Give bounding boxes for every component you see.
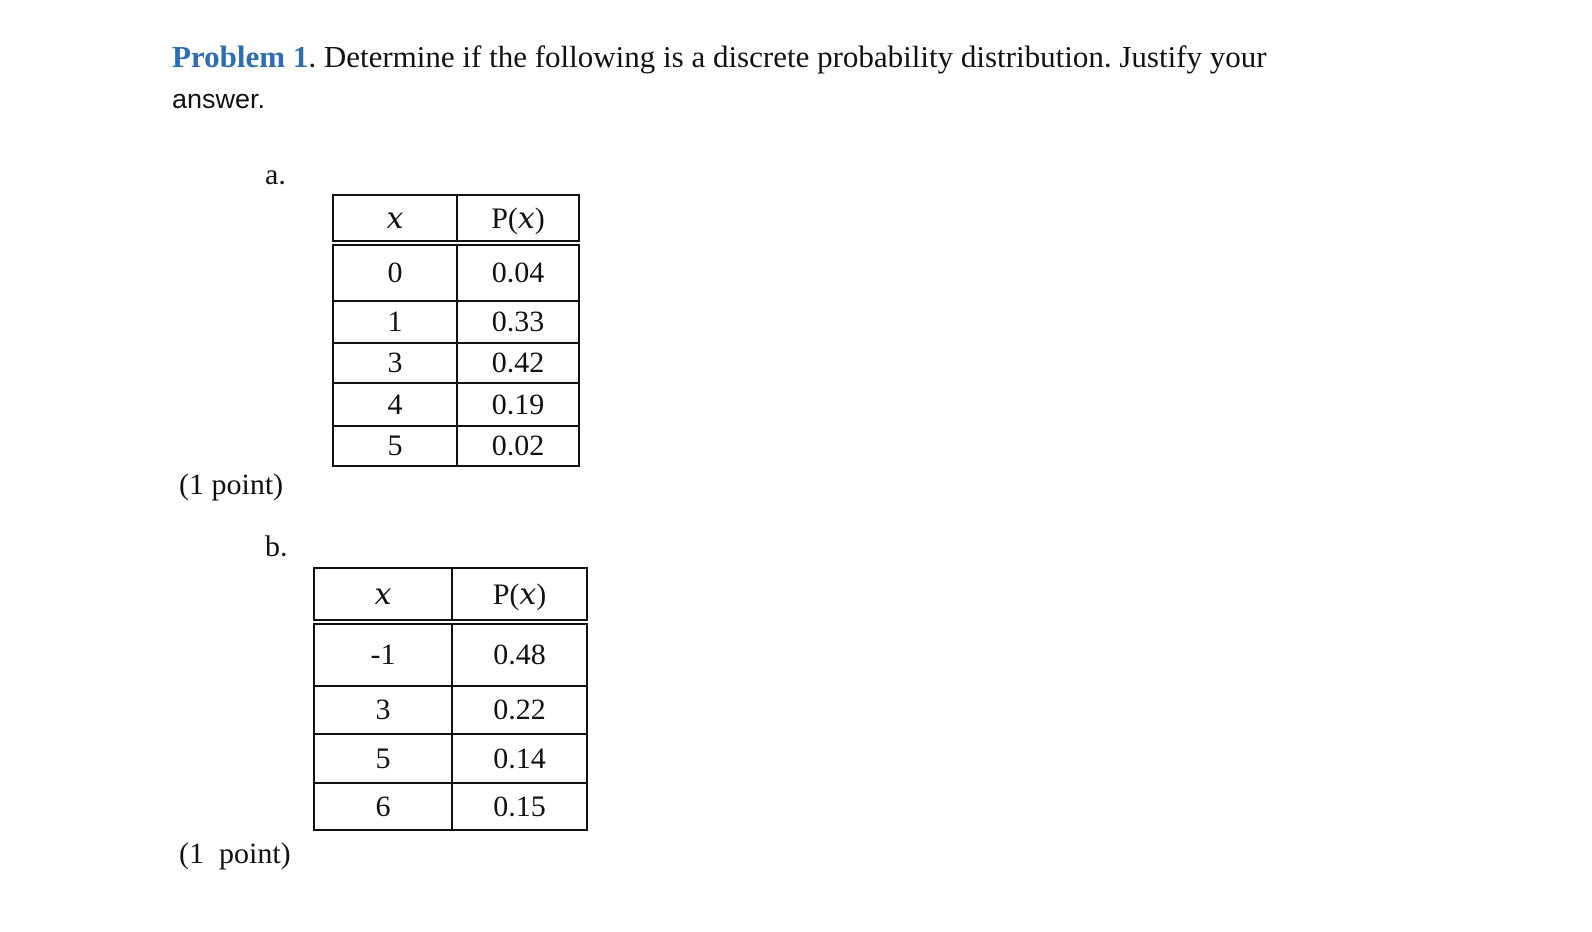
part-a-x-cell: 3 bbox=[333, 343, 457, 383]
part-b-p-cell: 0.22 bbox=[452, 686, 587, 734]
table-row bbox=[333, 301, 579, 343]
part-a-table bbox=[332, 194, 580, 467]
table-row bbox=[333, 426, 579, 466]
table-row bbox=[314, 686, 587, 734]
table-row bbox=[333, 343, 579, 383]
part-b-x-cell: 3 bbox=[314, 686, 452, 734]
part-a-x-cell: 1 bbox=[333, 301, 457, 343]
part-b-p-cell: 0.14 bbox=[452, 734, 587, 783]
part-a-header-x: x bbox=[333, 195, 457, 243]
part-a-x-cell: 4 bbox=[333, 383, 457, 426]
part-a-p-cell: 0.33 bbox=[457, 301, 579, 343]
problem-heading bbox=[172, 36, 1372, 120]
table-row bbox=[333, 383, 579, 426]
part-a-p-cell: 0.19 bbox=[457, 383, 579, 426]
problem-text: . Determine if the following is a discrete probability distribution. Justify your bbox=[308, 39, 1267, 74]
part-b-label: b. bbox=[265, 530, 288, 563]
part-b-p-cell: 0.48 bbox=[452, 622, 587, 686]
part-a-header-px: P(x) bbox=[457, 195, 579, 243]
table-row bbox=[333, 243, 579, 301]
part-b-table bbox=[313, 567, 588, 831]
part-b-header-x: x bbox=[314, 568, 452, 622]
part-a-points: (1 point) bbox=[179, 468, 284, 501]
part-a-p-cell: 0.04 bbox=[457, 243, 579, 301]
table-row bbox=[314, 734, 587, 783]
problem-label: Problem 1 bbox=[172, 39, 309, 74]
part-b-x-cell: 5 bbox=[314, 734, 452, 783]
part-b-header-px: P(x) bbox=[452, 568, 587, 622]
part-b-x-cell: 6 bbox=[314, 783, 452, 830]
problem-continuation: answer. bbox=[172, 84, 266, 114]
table-row bbox=[314, 622, 587, 686]
part-a-p-cell: 0.02 bbox=[457, 426, 579, 466]
part-b-p-cell: 0.15 bbox=[452, 783, 587, 830]
table-row bbox=[314, 783, 587, 830]
part-b-x-cell: -1 bbox=[314, 622, 452, 686]
part-a-label: a. bbox=[265, 158, 286, 191]
part-b-points: (1 point) bbox=[179, 837, 291, 870]
part-a-p-cell: 0.42 bbox=[457, 343, 579, 383]
part-a-x-cell: 5 bbox=[333, 426, 457, 466]
part-a-x-cell: 0 bbox=[333, 243, 457, 301]
